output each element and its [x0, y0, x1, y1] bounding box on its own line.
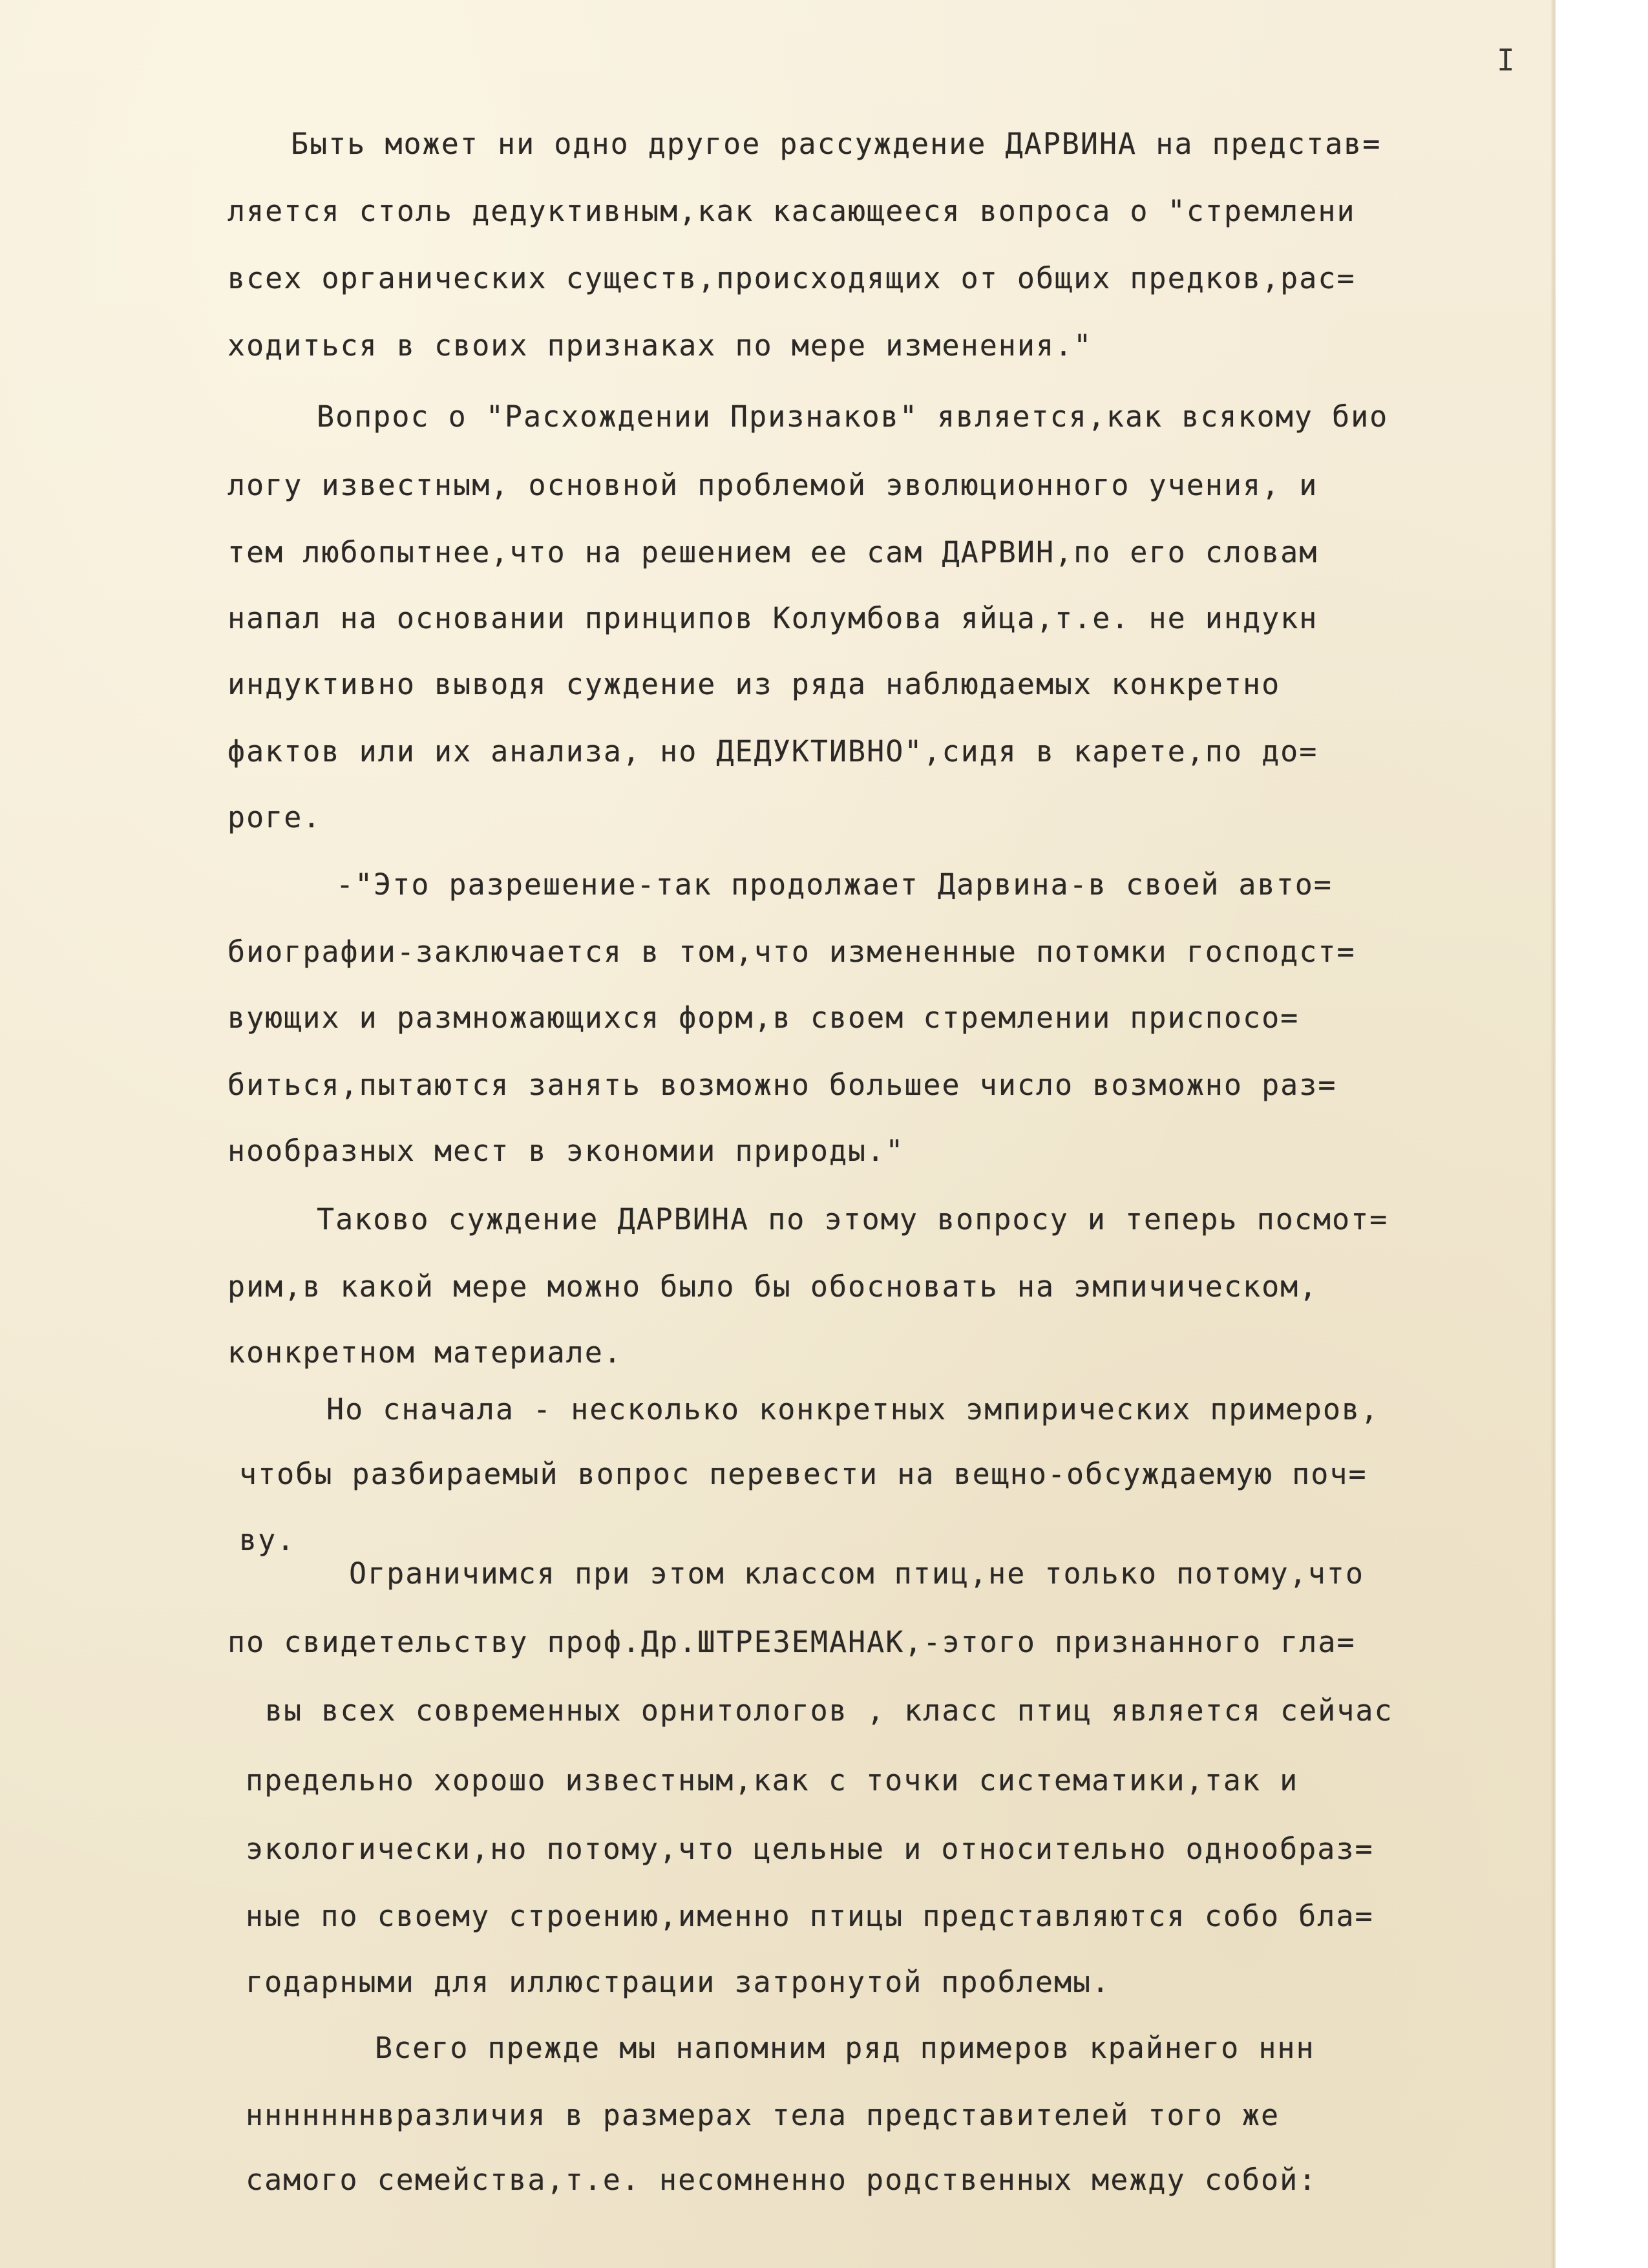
page-number: I: [1497, 43, 1515, 78]
text-line: вы всех современных орнитологов , класс птиц является сейчас: [265, 1693, 1393, 1728]
text-line: конкретном материале.: [227, 1335, 622, 1370]
text-line: предельно хорошо известным,как с точки систематики,так и: [246, 1763, 1299, 1797]
text-line: по свидетельству проф.Др.ШТРЕЗЕМАНАК,-этого признанного гла=: [227, 1625, 1356, 1659]
text-line: Но сначала - несколько конкретных эмпирических примеров,: [326, 1392, 1380, 1426]
text-line: напал на основании принципов Колумбова яйца,т.е. не индукн: [227, 601, 1318, 635]
text-line: всех органических существ,происходящих от общих предков,рас=: [227, 261, 1356, 295]
text-line: тем любопытнее,что на решением ее сам ДАРВИН,по его словам: [227, 535, 1318, 569]
text-line: индуктивно выводя суждение из ряда наблюдаемых конкретно: [227, 667, 1281, 701]
text-line: экологически,но потому,что цельные и относительно однообраз=: [246, 1832, 1374, 1866]
text-line: ходиться в своих признаках по мере изменения.": [227, 328, 1093, 363]
text-line: чтобы разбираемый вопрос перевести на вещно-обсуждаемую поч=: [239, 1457, 1368, 1491]
text-line: нннннннвразличия в размерах тела представителей того же: [246, 2098, 1280, 2132]
text-line: Ограничимся при этом классом птиц,не только потому,что: [349, 1556, 1364, 1591]
text-line: биться,пытаются занять возможно большее число возможно раз=: [227, 1068, 1337, 1102]
text-line: вующих и размножающихся форм,в своем стремлении приспосо=: [227, 1001, 1300, 1035]
text-line: ляется столь дедуктивным,как касающееся вопроса о "стремлени: [227, 194, 1356, 228]
text-line: рим,в какой мере можно было бы обосновать на эмпичическом,: [227, 1269, 1318, 1304]
text-line: -"Это разрешение-так продолжает Дарвина-в своей авто=: [336, 867, 1333, 902]
text-line: нообразных мест в экономии природы.": [227, 1134, 905, 1168]
text-line: годарными для иллюстрации затронутой проблемы.: [246, 1965, 1111, 1999]
text-line: ву.: [239, 1523, 296, 1557]
text-line: Быть может ни одно другое рассуждение ДАРВИНА на представ=: [291, 127, 1382, 161]
text-line: логу известным, основной проблемой эволюционного учения, и: [227, 468, 1318, 502]
text-line: Таково суждение ДАРВИНА по этому вопросу и теперь посмот=: [317, 1202, 1389, 1236]
text-line: Всего прежде мы напомним ряд примеров крайнего ннн: [375, 2031, 1315, 2065]
text-line: самого семейства,т.е. несомненно родственных между собой:: [246, 2163, 1318, 2197]
text-line: биографии-заключается в том,что измененные потомки господст=: [227, 935, 1356, 969]
text-line: фактов или их анализа, но ДЕДУКТИВНО",сидя в карете,по до=: [227, 734, 1318, 768]
text-line: Вопрос о "Расхождении Признаков" является,как всякому био: [317, 399, 1389, 434]
text-line: ные по своему строению,именно птицы представляются собо бла=: [246, 1899, 1374, 1933]
text-line: роге.: [227, 800, 322, 834]
